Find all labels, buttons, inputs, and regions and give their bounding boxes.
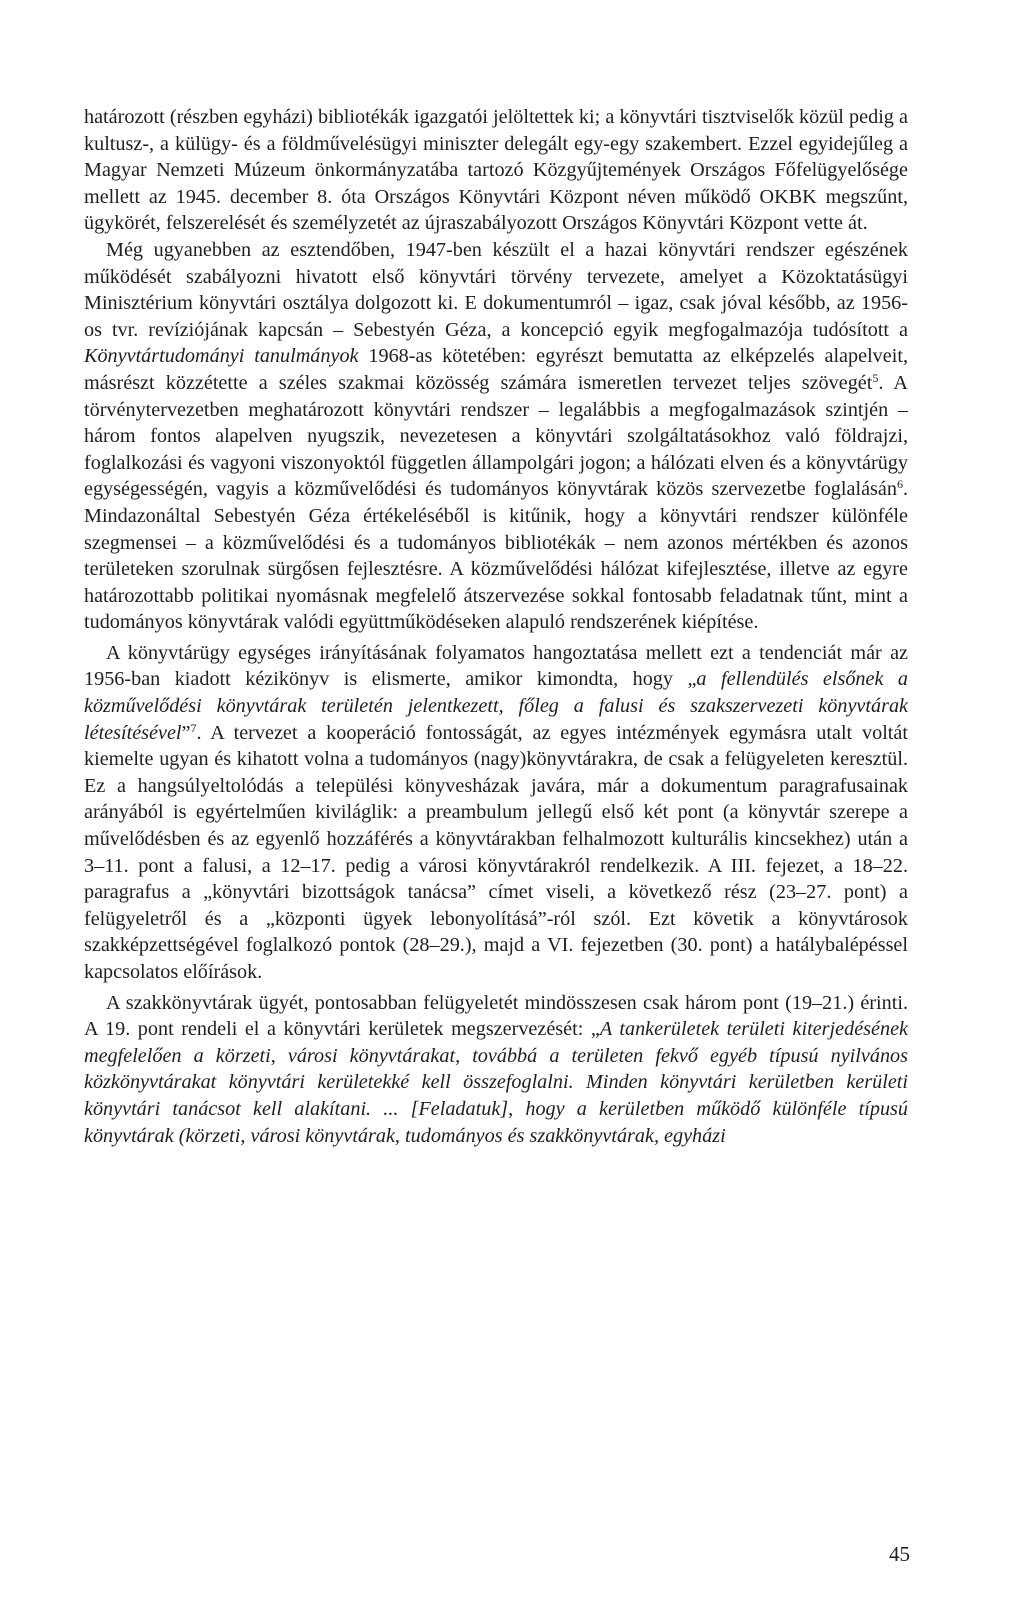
text-run: ” [181, 721, 191, 744]
italic-text: A tankerületek területi kiterjedésének megfelelően a körzeti, városi könyvtárakat, továbbá a területen fekvő egyéb típusú nyilvános közkönyvtárakat könyvtári kerületekké kell összefoglalni. Minden könyvtári kerületben kerületi könyvtári tanácsot kell alakítani. ... [Feladatuk], hogy a kerületben működő különféle típusú könyvtárak (körzeti, városi könyvtárak, tudományos és szakkönyvtárak, egyházi [84, 1018, 908, 1147]
text-run: A könyvtárügy egységes irányításának folyamatos hangoztatása mellett ezt a tendenciát már az 1956-ban kiadott kézikönyv is elismerte, amikor kimondta, hogy „ [84, 641, 908, 691]
page-number: 45 [889, 1542, 910, 1566]
text-run: A szakkönyvtárak ügyét, pontosabban felügyeletét mindösszesen csak három pont (19–21.) érinti. A 19. pont rendeli el a könyvtári kerületek megszervezését: „ [84, 991, 908, 1041]
footnote-marker: 7 [190, 720, 197, 735]
text-run: Még ugyanebben az esztendőben, 1947-ben készült el a hazai könyvtári rendszer egészének működését szabályozni hivatott első könyvtári törvény tervezete, amelyet a Közoktatásügyi Minisztérium könyvtári osztálya dolgozott ki. E dokumentumról – igaz, csak jóval később, az 1956-os tvr. revíziójának kapcsán – Sebestyén Géza, a koncepció egyik megfogalmazója tudósított a [84, 238, 908, 341]
italic-text: Könyvtártudományi tanulmányok [84, 345, 359, 368]
paragraph [84, 990, 908, 1150]
paragraph [84, 640, 908, 986]
footnote-marker: 5 [872, 370, 879, 385]
text-run: határozott (részben egyházi) bibliotékák igazgatói jelöltettek ki; a könyvtári tisztviselők közül pedig a kultusz-, a külügy- és a földművelésügyi miniszter delegált egy-egy szakembert. Ezzel egyidejűleg a Magyar Nemzeti Múzeum önkormányzatába tartozó Közgyűjtemények Országos Főfelügyelősége mellett az 1945. december 8. óta Országos Könyvtári Központ néven működő OKBK megszűnt, ügykörét, felszerelését és személyzetét az újraszabályozott Országos Könyvtári Központ vette át. [84, 106, 908, 235]
text-run: 1968-as kötetében: egyrészt bemutatta az elképzelés alapelveit, másrészt közzétette a széles szakmai közösség számára ismeretlen tervezet teljes szövegét [84, 345, 908, 394]
text-run: . A tervezet a kooperáció fontosságát, az egyes intézmények egymásra utalt voltát kiemelte ugyan és kihatott volna a tudományos (nagy)könyvtárakra, de csak a felügyeleten keresztül. Ez a hangsúlyeltolódás a települési könyvesházak javára, már a dokumentum paragrafusainak arányából is egyértelműen kiviláglik: a preambulum jellegű első két pont (a könyvtár szerepe a művelődésben és az egyenlő hozzáférés a könyvtárakban felhalmozott kulturális kincsekhez) után a 3–11. pont a falusi, a 12–17. pedig a városi könyvtárakról rendelkezik. A III. fejezet, a 18–22. paragrafus a „könyvtári bizottságok tanácsa” címet viseli, a következő rész (23–27. pont) a felügyeletről és a „központi ügyek lebonyolításá”-ról szól. Ezt követik a könyvtárosok szakképzettségével foglalkozó pontok (28–29.), majd a VI. fejezetben (30. pont) a hatálybalépéssel kapcsolatos előírások. [84, 721, 908, 983]
text-run: . Mindazonáltal Sebestyén Géza értékeléséből is kitűnik, hogy a könyvtári rendszer különféle szegmensei – a közművelődési és a tudományos bibliotékák – nem azonos mértékben és azonos területeken szorulnak sürgősen fejlesztésre. A közművelődési hálózat kifejlesztése, illetve az egyre határozottabb politikai nyomásnak megfelelő átszervezése sokkal fontosabb feladatnak tűnt, mint a tudományos könyvtárak valódi együttműködéseken alapuló rendszerének kiépítése. [84, 478, 908, 634]
page-body [84, 104, 908, 1149]
italic-text: a fellendülés elsőnek a közművelődési könyvtárak területén jelentkezett, főleg a falusi és szakszervezeti könyvtárak létesítésével [84, 668, 908, 744]
paragraph [84, 237, 908, 636]
paragraph [84, 104, 908, 237]
text-run: . A törvénytervezetben meghatározott könyvtári rendszer – legalábbis a megfogalmazások szintjén – három fontos alapelven nyugszik, nevezetesen a könyvtári szolgáltatásokhoz való földrajzi, foglalkozási és vagyoni viszonyoktól független állampolgári jogon; a hálózati elven és a könyvtárügy egységességén, vagyis a közművelődési és tudományos könyvtárak közös szervezetbe foglalásán [84, 371, 908, 501]
footnote-marker: 6 [896, 477, 903, 492]
